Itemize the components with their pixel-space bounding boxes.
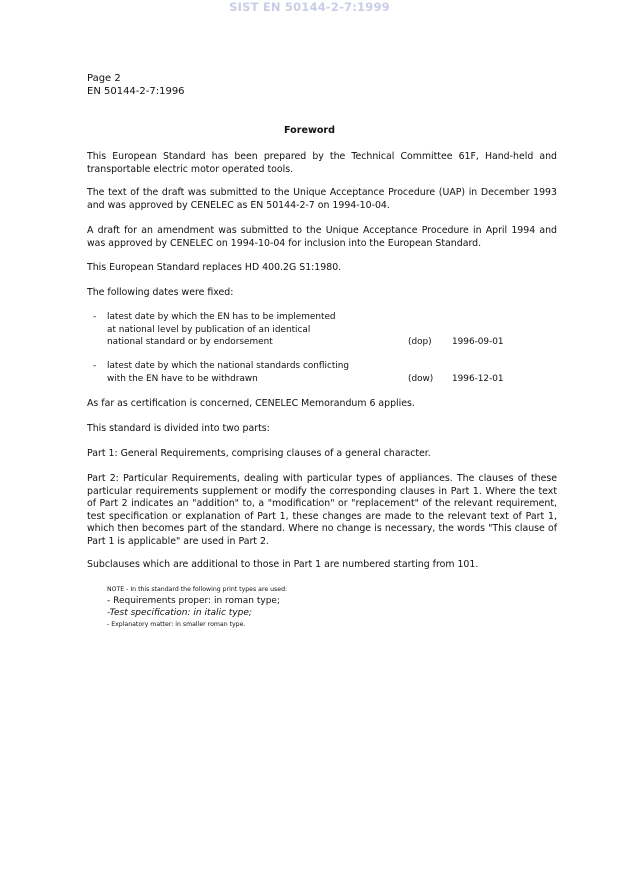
note-small-type: - Explanatory matter: in smaller roman type. xyxy=(107,621,246,628)
note-italic-type: -Test specification: in italic type; xyxy=(107,608,252,618)
date-code: (dop) xyxy=(408,337,432,347)
date-item-dop xyxy=(93,311,533,349)
date-value: 1996-12-01 xyxy=(452,373,504,384)
paragraph-two-parts: This standard is divided into two parts: xyxy=(87,423,270,434)
list-dash: - xyxy=(93,312,97,322)
list-dash: - xyxy=(93,361,97,371)
paragraph-dates-intro: The following dates were fixed: xyxy=(87,287,234,298)
date-item-line: latest date by which the national standards conflicting xyxy=(107,361,350,371)
paragraph-part-2: Part 2: Particular Requirements, dealing with particular types of appliances. The clauses of these particular requirements supplement or modify the corresponding clauses in Part 1. Where the text of Part 2 indicates an "addition" to, a "modification" or "replacement" of the relevant requirement, test specification or explanation of Part 1, these changes are made to the relevant text of Part 1, which then becomes part of the standard. Where no change is necessary, the words "This clause of Part 1 is applicable" are used in Part 2. xyxy=(87,473,557,547)
note-roman-type: - Requirements proper: in roman type; xyxy=(107,596,281,606)
paragraph-replaces: This European Standard replaces HD 400.2G S1:1980. xyxy=(87,262,342,273)
standard-reference: EN 50144-2-7:1996 xyxy=(87,86,185,97)
date-value: 1996-09-01 xyxy=(452,337,504,347)
paragraph-draft-uap: The text of the draft was submitted to the Unique Acceptance Procedure (UAP) in December 1993 and was approved by CENELEC as EN 50144-2-7 on 1994-10-04. xyxy=(87,187,557,211)
date-item-dow xyxy=(93,360,533,386)
note-intro: NOTE - In this standard the following print types are used: xyxy=(107,586,288,593)
date-code: (dow) xyxy=(408,373,434,384)
page-number: Page 2 xyxy=(87,73,121,84)
paragraph-part-1: Part 1: General Requirements, comprising clauses of a general character. xyxy=(87,448,431,459)
paragraph-committee: This European Standard has been prepared by the Technical Committee 61F, Hand-held and transportable electric motor operated tools. xyxy=(87,151,557,175)
date-item-line: national standard or by endorsement xyxy=(107,337,273,347)
date-item-line: latest date by which the EN has to be implemented xyxy=(107,312,336,322)
date-item-line: at national level by publication of an identical xyxy=(107,324,311,335)
page-title: Foreword xyxy=(283,125,336,136)
paragraph-amendment: A draft for an amendment was submitted to the Unique Acceptance Procedure in April 1994 and was approved by CENELEC on 1994-10-04 for inclusion into the European Standard. xyxy=(87,225,557,249)
watermark-text: SIST EN 50144-2-7:1999 xyxy=(229,0,390,14)
paragraph-subclauses: Subclauses which are additional to those in Part 1 are numbered starting from 101. xyxy=(87,559,479,570)
date-item-line: with the EN have to be withdrawn xyxy=(107,373,258,384)
paragraph-certification: As far as certification is concerned, CENELEC Memorandum 6 applies. xyxy=(87,398,415,409)
